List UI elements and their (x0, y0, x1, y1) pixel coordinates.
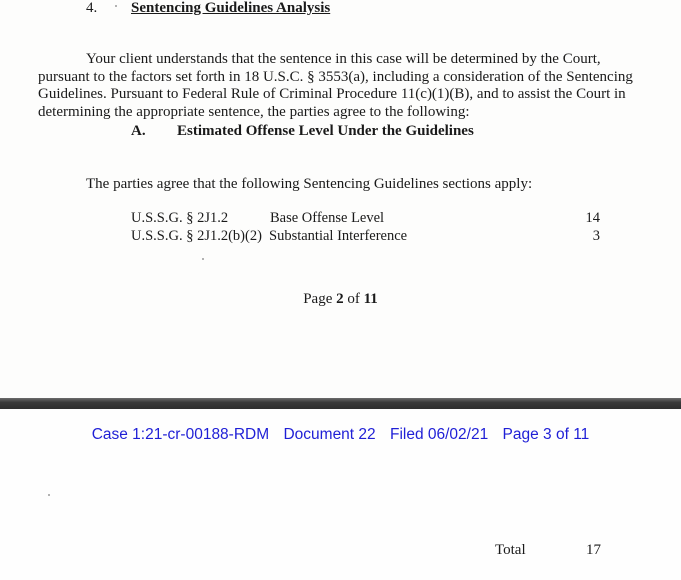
guidelines-table (131, 209, 611, 245)
page-footer-total: 11 (363, 291, 378, 307)
guideline-description: Substantial Interference (269, 228, 408, 244)
subsection-title: Estimated Offense Level Under the Guidelines (177, 123, 474, 139)
total-value: 17 (586, 542, 601, 558)
total-label: Total (495, 542, 526, 558)
page-footer (0, 291, 681, 308)
agreement-line: The parties agree that the following Sentencing Guidelines sections apply: (86, 176, 533, 192)
guideline-description: Base Offense Level (270, 210, 385, 226)
guideline-section: U.S.S.G. § 2J1.2 (131, 210, 229, 226)
case-header (0, 426, 681, 444)
guideline-section: U.S.S.G. § 2J1.2(b)(2) (131, 228, 262, 244)
subsection-letter: A. (131, 123, 146, 139)
scan-speck (115, 5, 117, 7)
page-divider (0, 398, 681, 409)
section-number: 4. (86, 0, 98, 16)
guideline-level: 3 (592, 228, 600, 244)
page-footer-current: 2 (336, 291, 344, 307)
guideline-row (131, 209, 611, 227)
page-footer-separator: of (347, 291, 360, 307)
scan-speck (202, 258, 204, 260)
section-title: Sentencing Guidelines Analysis (131, 0, 331, 16)
scan-speck (48, 494, 50, 496)
case-filed-date: Filed 06/02/21 (389, 426, 489, 443)
guideline-row (131, 227, 611, 245)
case-number: Case 1:21-cr-00188-RDM (91, 426, 270, 443)
case-page: Page 3 of 11 (502, 426, 590, 443)
guideline-level: 14 (585, 210, 600, 226)
page-footer-prefix: Page (303, 291, 333, 307)
intro-paragraph: Your client understands that the sentence in this case will be determined by the Court, pursuant to the factors set forth in 18 U.S.C. § 3553(a), including a consideration of the Sentencing Guidelines. Pursuant to Federal Rule of Criminal Procedure 11(c)(1)(B), and to assist the Court in determining the appropriate sentence, the parties agree to the following: (38, 51, 633, 120)
case-document: Document 22 (283, 426, 376, 443)
